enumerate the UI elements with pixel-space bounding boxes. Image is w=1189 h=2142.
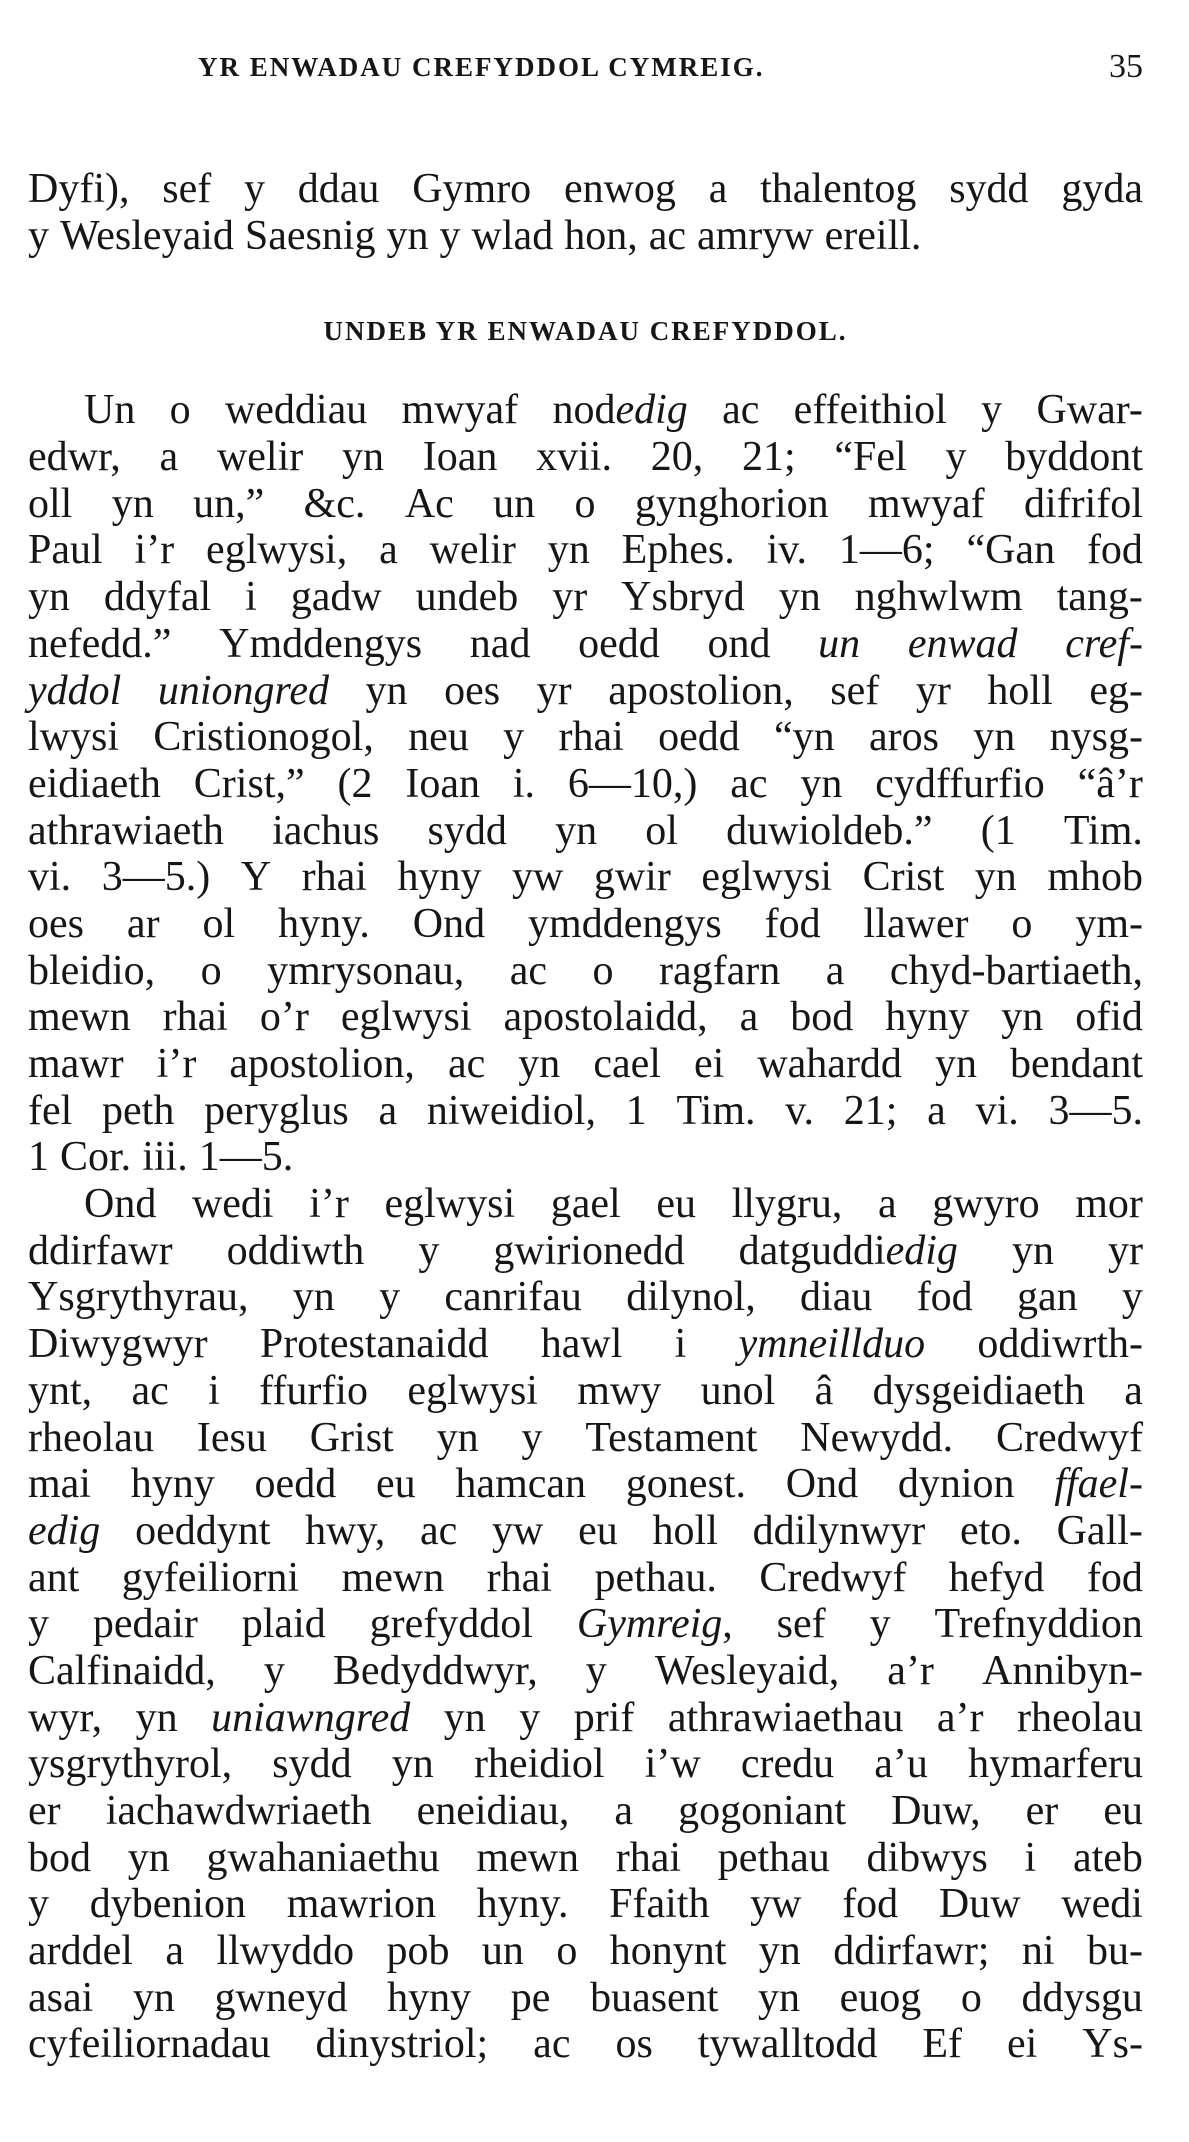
text-line: asai yn gwneyd hyny pe buasent yn euog o ddysgu xyxy=(28,1974,1143,2021)
text-line: lwysi Cristionogol, neu y rhai oedd “yn aros yn nysg- xyxy=(28,714,1143,761)
book-page xyxy=(28,40,1143,2068)
running-header xyxy=(28,40,1143,100)
text-line: Ond wedi i’r eglwysi gael eu llygru, a gwyro mor xyxy=(84,1181,1143,1228)
text-line: oes ar ol hyny. Ond ymddengys fod llawer o ym- xyxy=(28,900,1143,947)
text-line: y Wesleyaid Saesnig yn y wlad hon, ac amryw ereill. xyxy=(28,212,922,259)
running-title: YR ENWADAU CREFYDDOL CYMREIG. xyxy=(198,52,765,82)
text-line: oll yn un,” &c. Ac un o gynghorion mwyaf difrifol xyxy=(28,480,1143,527)
text-line: fel peth peryglus a niweidiol, 1 Tim. v. 21; a vi. 3—5. xyxy=(28,1087,1143,1134)
text-line: bod yn gwahaniaethu mewn rhai pethau dibwys i ateb xyxy=(28,1834,1143,1881)
text-line: Ysgrythyrau, yn y canrifau dilynol, diau fod gan y xyxy=(28,1274,1143,1321)
text-line: arddel a llwyddo pob un o honynt yn ddirfawr; ni bu- xyxy=(28,1928,1143,1975)
text-line: ynt, ac i ffurfio eglwysi mwy unol â dysgeidiaeth a xyxy=(28,1367,1143,1414)
text-line: Un o weddiau mwyaf nodedig ac effeithiol y Gwar- xyxy=(84,387,1143,434)
text-line: Calfinaidd, y Bedyddwyr, y Wesleyaid, a’r Annibyn- xyxy=(28,1647,1143,1694)
intro-text xyxy=(28,166,1143,259)
text-line: yddol uniongred yn oes yr apostolion, sef yr holl eg- xyxy=(28,667,1143,714)
text-line: y pedair plaid grefyddol Gymreig, sef y Trefnyddion xyxy=(28,1601,1143,1648)
text-line: Diwygwyr Protestanaidd hawl i ymneillduo oddiwrth- xyxy=(28,1321,1143,1368)
text-line: ddirfawr oddiwth y gwirionedd datguddiedig yn yr xyxy=(28,1227,1143,1274)
text-line: rheolau Iesu Grist yn y Testament Newydd. Credwyf xyxy=(28,1414,1143,1461)
text-line: edwr, a welir yn Ioan xvii. 20, 21; “Fel y byddont xyxy=(28,434,1143,481)
text-line: Dyfi), sef y ddau Gymro enwog a thalentog sydd gyda xyxy=(28,166,1143,212)
text-line: yn ddyfal i gadw undeb yr Ysbryd yn nghwlwm tang- xyxy=(28,574,1143,621)
text-line: wyr, yn uniawngred yn y prif athrawiaethau a’r rheolau xyxy=(28,1694,1143,1741)
text-line: 1 Cor. iii. 1—5. xyxy=(28,1134,294,1181)
paragraph-1 xyxy=(28,387,1143,1181)
text-line: mawr i’r apostolion, ac yn cael ei wahardd yn bendant xyxy=(28,1041,1143,1087)
text-line: ant gyfeiliorni mewn rhai pethau. Credwyf hefyd fod xyxy=(28,1554,1143,1601)
text-line: vi. 3—5.) Y rhai hyny yw gwir eglwysi Crist yn mhob xyxy=(28,854,1143,901)
text-line: er iachawdwriaeth eneidiau, a gogoniant Duw, er eu xyxy=(28,1788,1143,1834)
text-line: mai hyny oedd eu hamcan gonest. Ond dynion ffael- xyxy=(28,1461,1143,1508)
text-line: Paul i’r eglwysi, a welir yn Ephes. iv. 1—6; “Gan fod xyxy=(28,527,1143,574)
text-line: cyfeiliornadau dinystriol; ac os tywalltodd Ef ei Ys- xyxy=(28,2021,1143,2068)
text-line: mewn rhai o’r eglwysi apostolaidd, a bod hyny yn ofid xyxy=(28,994,1143,1041)
text-line: nefedd.” Ymddengys nad oedd ond un enwad cref- xyxy=(28,620,1143,667)
section-heading: UNDEB YR ENWADAU CREFYDDOL. xyxy=(323,316,848,347)
text-line: ysgrythyrol, sydd yn rheidiol i’w credu a’u hymarferu xyxy=(28,1741,1143,1788)
text-line: bleidio, o ymrysonau, ac o ragfarn a chyd-bartiaeth, xyxy=(28,947,1143,994)
text-line: edig oeddynt hwy, ac yw eu holl ddilynwyr eto. Gall- xyxy=(28,1507,1143,1554)
paragraph-2 xyxy=(28,1181,1143,2068)
page-number: 35 xyxy=(1109,48,1143,85)
text-line: y dybenion mawrion hyny. Ffaith yw fod Duw wedi xyxy=(28,1881,1143,1928)
text-line: eidiaeth Crist,” (2 Ioan i. 6—10,) ac yn cydffurfio “â’r xyxy=(28,760,1143,807)
text-line: athrawiaeth iachus sydd yn ol duwioldeb.” (1 Tim. xyxy=(28,807,1143,854)
